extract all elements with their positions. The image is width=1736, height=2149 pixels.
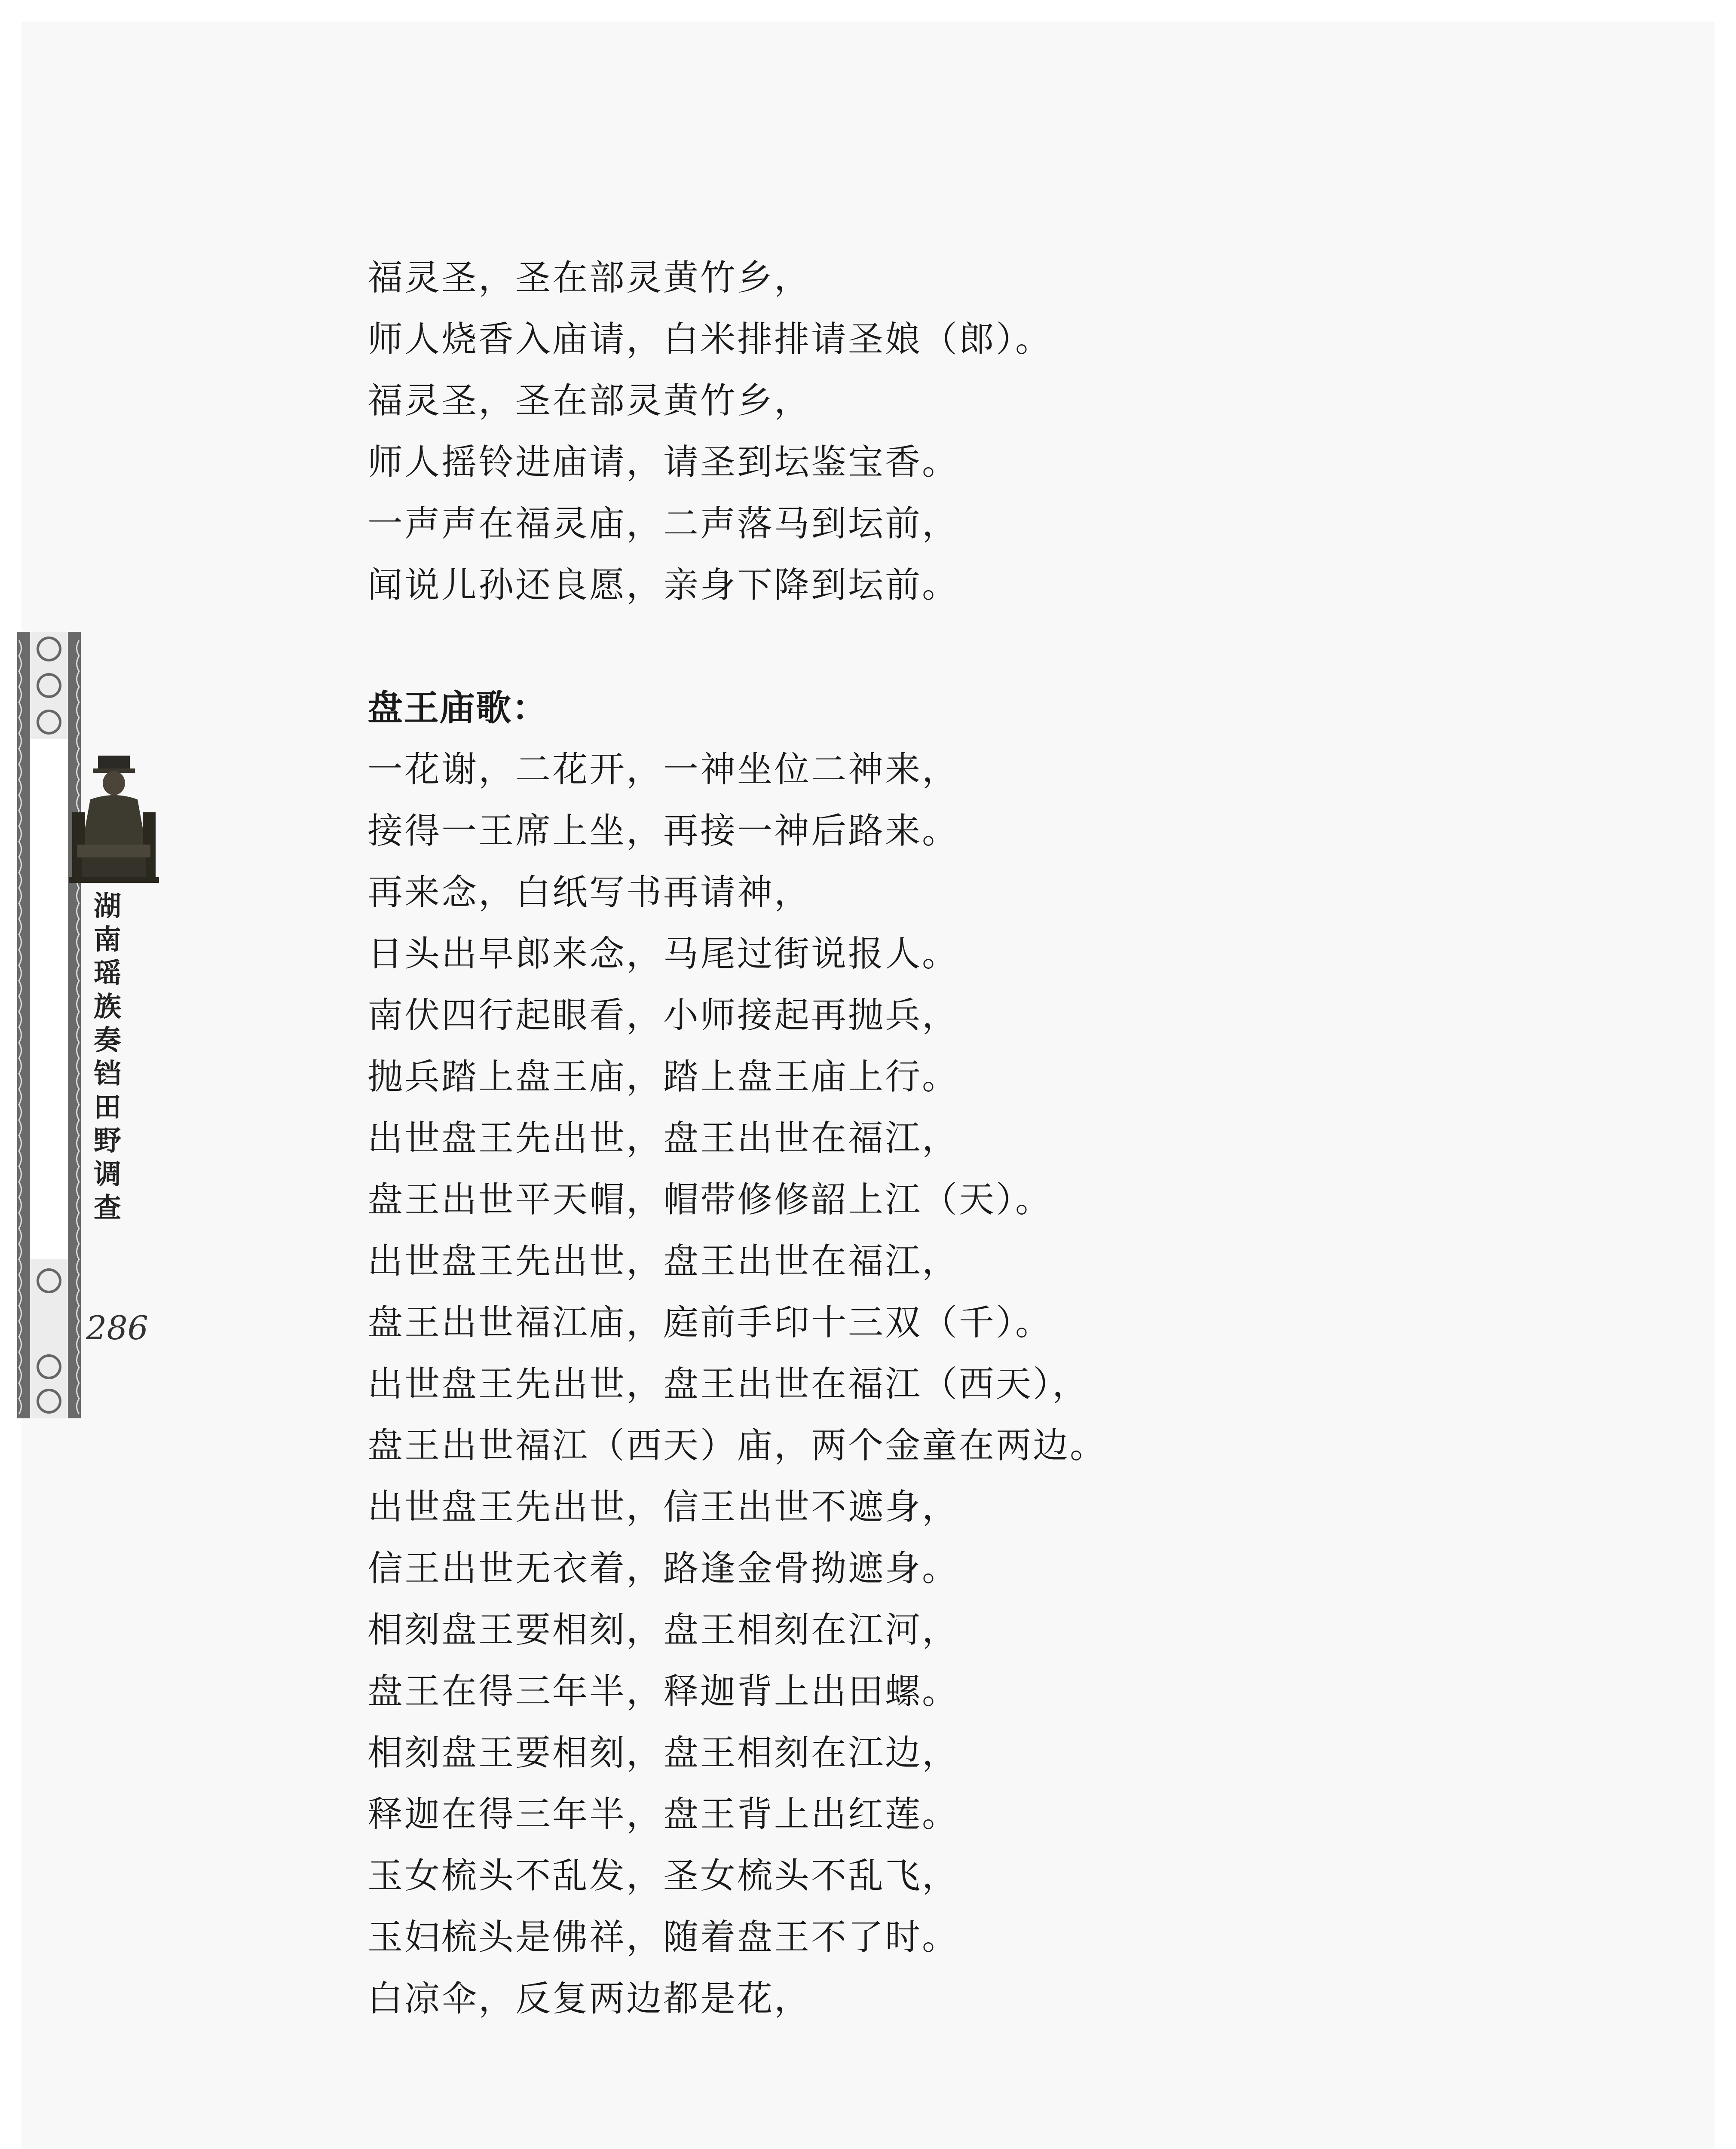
verse-line: 南伏四行起眼看，小师接起再抛兵，	[367, 995, 959, 1036]
main-text-column	[367, 247, 1528, 2030]
verse-line: 福灵圣，圣在部灵黄竹乡，	[367, 257, 811, 298]
verse-line: 白凉伞，反复两边都是花，	[367, 1978, 811, 2019]
verse-line: 盘王出世福江庙，庭前手印十三双（千）。	[367, 1302, 1053, 1343]
verse-line: 相刻盘王要相刻，盘王相刻在江河，	[367, 1610, 959, 1650]
ornament-bottom-pattern	[30, 1259, 68, 1418]
verse-line: 闻说儿孙还良愿，亲身下降到坛前。	[367, 565, 959, 606]
book-title-char: 瑶	[94, 957, 121, 989]
book-title-vertical	[88, 890, 127, 1225]
verse-line: 再来念，白纸写书再请神，	[367, 872, 811, 913]
book-title-char: 铛	[94, 1058, 121, 1090]
book-title-char: 查	[94, 1192, 121, 1224]
verse-line: 福灵圣，圣在部灵黄竹乡，	[367, 380, 811, 421]
verse-line: 一声声在福灵庙，二声落马到坛前，	[367, 503, 959, 544]
book-title-char: 野	[94, 1125, 121, 1157]
book-title-char: 田	[94, 1091, 121, 1123]
verse-line: 一花谢，二花开，一神坐位二神来，	[367, 749, 959, 790]
seated-deity-figure-image	[64, 748, 163, 885]
verse-line: 盘王出世平天帽，帽带修修韶上江（天）。	[367, 1179, 1053, 1220]
verse-line: 抛兵踏上盘王庙，踏上盘王庙上行。	[367, 1056, 959, 1097]
verse-line: 日头出早郎来念，马尾过街说报人。	[367, 934, 959, 974]
book-title-char: 奏	[94, 1024, 121, 1056]
verse-line: 相刻盘王要相刻，盘王相刻在江边，	[367, 1733, 959, 1773]
ornament-top-pattern	[30, 632, 68, 739]
verse-line: 释迦在得三年半，盘王背上出红莲。	[367, 1794, 959, 1835]
verse-line: 接得一王席上坐，再接一神后路来。	[367, 811, 959, 851]
book-title-char: 南	[94, 924, 121, 956]
book-title-char: 族	[94, 991, 121, 1023]
section-heading: 盘王庙歌：	[367, 688, 548, 729]
verse-line: 玉妇梳头是佛祥，随着盘王不了时。	[367, 1917, 959, 1958]
verse-line: 出世盘王先出世，信王出世不遮身，	[367, 1487, 959, 1528]
left-ornament-border	[17, 632, 30, 1418]
page-number: 286	[86, 1309, 149, 1347]
verse-line: 师人烧香入庙请，白米排排请圣娘（郎）。	[367, 319, 1053, 360]
verse-line: 出世盘王先出世，盘王出世在福江，	[367, 1118, 959, 1159]
book-title-char: 调	[94, 1158, 121, 1191]
verse-line: 玉女梳头不乱发，圣女梳头不乱飞，	[367, 1855, 959, 1896]
verse-line: 信王出世无衣着，路逢金骨拗遮身。	[367, 1548, 959, 1589]
verse-line: 盘王出世福江（西天）庙，两个金童在两边。	[367, 1425, 1107, 1466]
book-title-char: 湖	[94, 890, 121, 922]
verse-line: 出世盘王先出世，盘王出世在福江（西天），	[367, 1364, 1090, 1405]
verse-line: 师人摇铃进庙请，请圣到坛鉴宝香。	[367, 442, 959, 483]
verse-line: 出世盘王先出世，盘王出世在福江，	[367, 1241, 959, 1282]
verse-line: 盘王在得三年半，释迦背上出田螺。	[367, 1671, 959, 1712]
